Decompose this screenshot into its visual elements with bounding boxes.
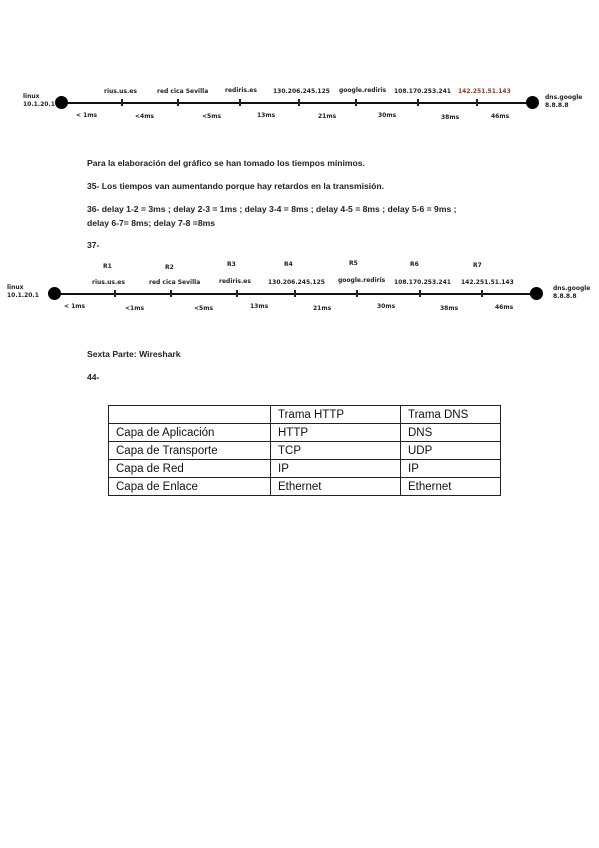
diagram2-hop-tick	[356, 290, 358, 297]
table-cell: Capa de Aplicación	[109, 424, 271, 442]
diagram2-destination-name: dns.google	[553, 285, 591, 292]
diagram1-source-ip: 10.1.20.1	[23, 101, 55, 108]
table-cell: Capa de Red	[109, 460, 271, 478]
diagram2-delay-label: 46ms	[495, 304, 514, 311]
diagram1-hop-label: rediris.es	[225, 87, 257, 94]
table-cell: Ethernet	[271, 478, 401, 496]
table-row	[109, 478, 501, 496]
table-row	[109, 460, 501, 478]
table-cell: Capa de Enlace	[109, 478, 271, 496]
table-cell: UDP	[401, 442, 501, 460]
diagram1-hop-tick	[298, 99, 300, 106]
note-minimum-times: Para la elaboración del gráfico se han tomado los tiempos mínimos.	[87, 158, 365, 168]
label-44: 44-	[87, 372, 100, 382]
diagram2-hop-tick	[236, 290, 238, 297]
answer-36-line2: delay 6-7= 8ms; delay 7-8 =8ms	[87, 218, 216, 228]
router-label: R7	[473, 262, 482, 269]
diagram1-delay-label: 21ms	[318, 113, 337, 120]
table-header-row	[109, 406, 501, 424]
label-37: 37-	[87, 240, 100, 250]
table-row	[109, 424, 501, 442]
diagram1-hop-label: rius.us.es	[104, 88, 137, 95]
diagram2-delay-label: < 1ms	[64, 303, 86, 310]
table-cell: IP	[401, 460, 501, 478]
protocol-layers-table	[108, 405, 501, 496]
diagram2-delay-label: 21ms	[313, 305, 332, 312]
diagram1-delay-label: 13ms	[257, 112, 276, 119]
diagram2-hop-label: 142.251.51.143	[461, 279, 514, 286]
diagram2-source-ip: 10.1.20.1	[7, 292, 39, 299]
answer-36-line1: 36- delay 1-2 = 3ms ; delay 2-3 = 1ms ; delay 3-4 = 8ms ; delay 4-5 = 8ms ; delay 5-6 = 9ms ;	[87, 204, 457, 214]
table-cell: Ethernet	[401, 478, 501, 496]
diagram2-hop-tick	[481, 290, 483, 297]
diagram1-delay-label: <4ms	[135, 113, 155, 120]
table-header-cell: Trama DNS	[401, 406, 501, 424]
diagram2-delay-label: 30ms	[377, 303, 396, 310]
diagram2-hop-label: rius.us.es	[92, 279, 125, 286]
answer-35: 35- Los tiempos van aumentando porque hay retardos en la transmisión.	[87, 181, 385, 191]
table-cell: IP	[271, 460, 401, 478]
diagram2-hop-label: red cica Sevilla	[149, 279, 201, 286]
table-cell: HTTP	[271, 424, 401, 442]
table-header-cell: Trama HTTP	[271, 406, 401, 424]
table-cell: DNS	[401, 424, 501, 442]
diagram2-hop-label: 130.206.245.125	[268, 279, 325, 286]
diagram1-destination-name: dns.google	[545, 94, 583, 101]
router-label: R2	[165, 264, 174, 271]
diagram1-hop-label: google.rediris	[339, 87, 387, 94]
diagram1-source-name: linux	[23, 93, 40, 100]
diagram1-delay-label: 38ms	[441, 114, 460, 121]
diagram1-delay-label: <5ms	[202, 113, 222, 120]
diagram1-delay-label: 46ms	[491, 113, 510, 120]
diagram2-hop-tick	[419, 290, 421, 297]
diagram1-destination-ip: 8.8.8.8	[545, 102, 569, 109]
section-title: Sexta Parte: Wireshark	[87, 349, 181, 359]
diagram1-delay-label: 30ms	[378, 112, 397, 119]
diagram2-delay-label: 13ms	[250, 303, 269, 310]
diagram1-hop-tick	[239, 99, 241, 106]
diagram2-source-node	[48, 287, 61, 300]
diagram2-hop-label: rediris.es	[219, 278, 251, 285]
diagram1-hop-tick	[476, 99, 478, 106]
diagram2-hop-label: google.rediris	[338, 277, 386, 284]
diagram1-hop-tick	[355, 99, 357, 106]
diagram1-hop-label: red cica Sevilla	[157, 88, 209, 95]
diagram1-hop-label: 108.170.253.241	[394, 88, 451, 95]
diagram1-path-line	[61, 102, 532, 104]
router-label: R6	[410, 261, 419, 268]
diagram1-hop-label: 130.206.245.125	[273, 88, 330, 95]
diagram2-hop-tick	[114, 290, 116, 297]
diagram2-hop-label: 108.170.253.241	[394, 279, 451, 286]
table-header-cell	[109, 406, 271, 424]
router-label: R1	[103, 263, 112, 270]
router-label: R4	[284, 261, 293, 268]
router-label: R3	[227, 261, 236, 268]
diagram2-destination-node	[530, 287, 543, 300]
table-cell: TCP	[271, 442, 401, 460]
diagram1-source-node	[55, 96, 68, 109]
diagram2-delay-label: 38ms	[440, 305, 459, 312]
diagram1-delay-label: < 1ms	[76, 112, 98, 119]
diagram2-source-name: linux	[7, 284, 24, 291]
diagram1-hop-tick	[417, 99, 419, 106]
table-cell: Capa de Transporte	[109, 442, 271, 460]
diagram1-hop-tick	[121, 99, 123, 106]
diagram2-delay-label: <1ms	[125, 305, 145, 312]
diagram1-hop-tick	[177, 99, 179, 106]
diagram1-destination-node	[526, 96, 539, 109]
diagram2-destination-ip: 8.8.8.8	[553, 293, 577, 300]
diagram1-hop-label: 142.251.51.143	[458, 88, 511, 95]
diagram2-hop-tick	[170, 290, 172, 297]
router-label: R5	[349, 260, 358, 267]
diagram2-delay-label: <5ms	[194, 305, 214, 312]
diagram2-hop-tick	[294, 290, 296, 297]
table-row	[109, 442, 501, 460]
